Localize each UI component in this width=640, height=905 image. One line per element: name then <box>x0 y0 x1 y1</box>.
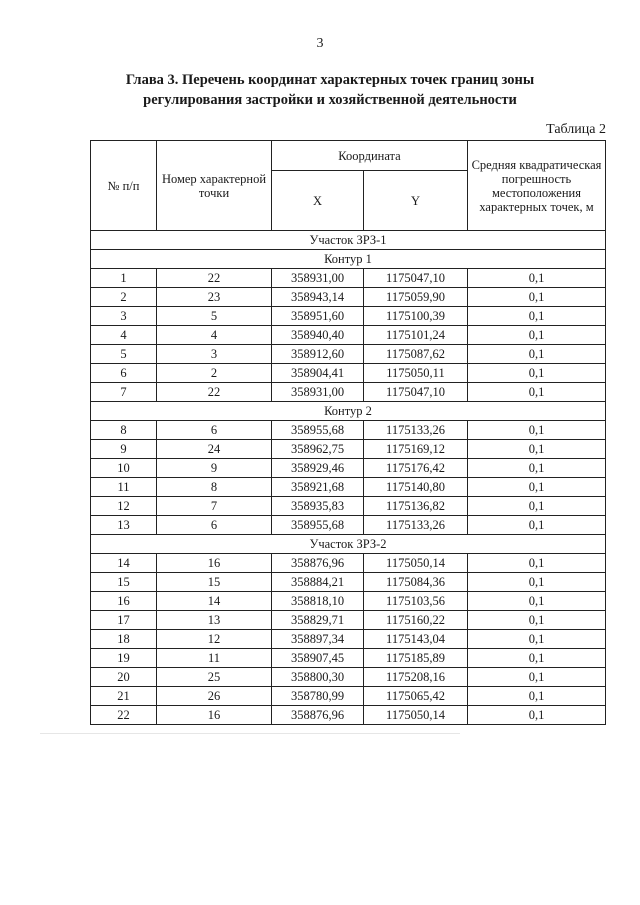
cell-error: 0,1 <box>468 668 606 687</box>
cell-point: 9 <box>157 459 272 478</box>
cell-x: 358943,14 <box>272 288 364 307</box>
cell-y: 1175103,56 <box>364 592 468 611</box>
table-row <box>91 573 606 592</box>
cell-point: 23 <box>157 288 272 307</box>
cell-x: 358912,60 <box>272 345 364 364</box>
cell-error: 0,1 <box>468 383 606 402</box>
cell-y: 1175050,14 <box>364 554 468 573</box>
table-row <box>91 554 606 573</box>
cell-error: 0,1 <box>468 421 606 440</box>
cell-x: 358907,45 <box>272 649 364 668</box>
section-label: Участок ЗРЗ-1 <box>91 231 606 250</box>
cell-y: 1175065,42 <box>364 687 468 706</box>
cell-y: 1175133,26 <box>364 516 468 535</box>
table-header <box>91 141 606 231</box>
cell-y: 1175143,04 <box>364 630 468 649</box>
header-number: № п/п <box>91 141 157 231</box>
table-row <box>91 269 606 288</box>
cell-x: 358962,75 <box>272 440 364 459</box>
cell-x: 358955,68 <box>272 421 364 440</box>
cell-error: 0,1 <box>468 649 606 668</box>
cell-number: 11 <box>91 478 157 497</box>
cell-y: 1175050,11 <box>364 364 468 383</box>
table-row <box>91 630 606 649</box>
cell-y: 1175050,14 <box>364 706 468 725</box>
cell-point: 6 <box>157 421 272 440</box>
cell-point: 22 <box>157 383 272 402</box>
header-error: Средняя квадратическая погрешность местоположения характерных точек, м <box>468 141 606 231</box>
section-row <box>91 231 606 250</box>
table-row <box>91 326 606 345</box>
cell-point: 24 <box>157 440 272 459</box>
cell-error: 0,1 <box>468 364 606 383</box>
cell-point: 5 <box>157 307 272 326</box>
cell-number: 4 <box>91 326 157 345</box>
cell-number: 22 <box>91 706 157 725</box>
section-row <box>91 250 606 269</box>
cell-error: 0,1 <box>468 573 606 592</box>
cell-point: 13 <box>157 611 272 630</box>
cell-y: 1175140,80 <box>364 478 468 497</box>
cell-y: 1175087,62 <box>364 345 468 364</box>
table-row <box>91 288 606 307</box>
cell-y: 1175136,82 <box>364 497 468 516</box>
cell-y: 1175160,22 <box>364 611 468 630</box>
chapter-heading-line-1: Глава 3. Перечень координат характерных точек границ зоны <box>125 72 535 88</box>
table-row <box>91 364 606 383</box>
table-row <box>91 611 606 630</box>
cell-number: 10 <box>91 459 157 478</box>
scan-artifact-line <box>40 733 460 734</box>
table-row <box>91 421 606 440</box>
cell-x: 358935,83 <box>272 497 364 516</box>
cell-y: 1175101,24 <box>364 326 468 345</box>
cell-x: 358929,46 <box>272 459 364 478</box>
cell-number: 21 <box>91 687 157 706</box>
cell-point: 3 <box>157 345 272 364</box>
cell-point: 11 <box>157 649 272 668</box>
cell-y: 1175176,42 <box>364 459 468 478</box>
table-body <box>91 231 606 725</box>
cell-number: 14 <box>91 554 157 573</box>
cell-number: 12 <box>91 497 157 516</box>
table-row <box>91 516 606 535</box>
cell-y: 1175169,12 <box>364 440 468 459</box>
cell-number: 5 <box>91 345 157 364</box>
cell-point: 8 <box>157 478 272 497</box>
header-y: Y <box>364 171 468 231</box>
table-row <box>91 307 606 326</box>
cell-error: 0,1 <box>468 288 606 307</box>
cell-y: 1175185,89 <box>364 649 468 668</box>
cell-point: 15 <box>157 573 272 592</box>
cell-number: 2 <box>91 288 157 307</box>
section-label: Участок ЗРЗ-2 <box>91 535 606 554</box>
cell-x: 358940,40 <box>272 326 364 345</box>
cell-error: 0,1 <box>468 440 606 459</box>
cell-x: 358931,00 <box>272 383 364 402</box>
cell-number: 16 <box>91 592 157 611</box>
table-caption: Таблица 2 <box>546 122 606 137</box>
cell-number: 17 <box>91 611 157 630</box>
chapter-heading-line-2: регулирования застройки и хозяйственной деятельности <box>143 92 517 108</box>
cell-error: 0,1 <box>468 592 606 611</box>
cell-error: 0,1 <box>468 269 606 288</box>
cell-x: 358931,00 <box>272 269 364 288</box>
cell-x: 358829,71 <box>272 611 364 630</box>
section-row <box>91 535 606 554</box>
cell-number: 6 <box>91 364 157 383</box>
cell-x: 358876,96 <box>272 554 364 573</box>
cell-number: 18 <box>91 630 157 649</box>
cell-number: 3 <box>91 307 157 326</box>
table-row <box>91 383 606 402</box>
coordinates-table <box>90 140 606 725</box>
header-row-1 <box>91 141 606 171</box>
cell-y: 1175133,26 <box>364 421 468 440</box>
cell-number: 15 <box>91 573 157 592</box>
cell-x: 358897,34 <box>272 630 364 649</box>
cell-number: 20 <box>91 668 157 687</box>
cell-error: 0,1 <box>468 516 606 535</box>
cell-x: 358955,68 <box>272 516 364 535</box>
cell-point: 2 <box>157 364 272 383</box>
table-row <box>91 687 606 706</box>
cell-error: 0,1 <box>468 687 606 706</box>
table-row <box>91 497 606 516</box>
cell-error: 0,1 <box>468 307 606 326</box>
table-row <box>91 478 606 497</box>
cell-y: 1175084,36 <box>364 573 468 592</box>
cell-x: 358818,10 <box>272 592 364 611</box>
cell-point: 26 <box>157 687 272 706</box>
cell-number: 7 <box>91 383 157 402</box>
table-row <box>91 459 606 478</box>
cell-x: 358800,30 <box>272 668 364 687</box>
cell-point: 22 <box>157 269 272 288</box>
cell-error: 0,1 <box>468 497 606 516</box>
cell-number: 9 <box>91 440 157 459</box>
cell-error: 0,1 <box>468 611 606 630</box>
cell-error: 0,1 <box>468 630 606 649</box>
cell-y: 1175047,10 <box>364 269 468 288</box>
cell-error: 0,1 <box>468 326 606 345</box>
cell-error: 0,1 <box>468 554 606 573</box>
cell-error: 0,1 <box>468 459 606 478</box>
cell-point: 16 <box>157 706 272 725</box>
page-number: 3 <box>316 36 324 51</box>
cell-error: 0,1 <box>468 345 606 364</box>
cell-number: 13 <box>91 516 157 535</box>
table-row <box>91 706 606 725</box>
cell-point: 6 <box>157 516 272 535</box>
cell-number: 8 <box>91 421 157 440</box>
section-label: Контур 1 <box>91 250 606 269</box>
header-coordinate: Координата <box>272 141 468 171</box>
cell-x: 358904,41 <box>272 364 364 383</box>
cell-x: 358951,60 <box>272 307 364 326</box>
table-row <box>91 668 606 687</box>
cell-point: 4 <box>157 326 272 345</box>
cell-error: 0,1 <box>468 706 606 725</box>
cell-y: 1175059,90 <box>364 288 468 307</box>
header-point-number: Номер характерной точки <box>157 141 272 231</box>
cell-number: 1 <box>91 269 157 288</box>
cell-point: 16 <box>157 554 272 573</box>
cell-point: 25 <box>157 668 272 687</box>
cell-error: 0,1 <box>468 478 606 497</box>
cell-x: 358921,68 <box>272 478 364 497</box>
cell-x: 358876,96 <box>272 706 364 725</box>
table-row <box>91 592 606 611</box>
section-row <box>91 402 606 421</box>
table-row <box>91 345 606 364</box>
cell-point: 7 <box>157 497 272 516</box>
cell-x: 358884,21 <box>272 573 364 592</box>
cell-y: 1175047,10 <box>364 383 468 402</box>
cell-x: 358780,99 <box>272 687 364 706</box>
cell-y: 1175100,39 <box>364 307 468 326</box>
cell-point: 12 <box>157 630 272 649</box>
cell-y: 1175208,16 <box>364 668 468 687</box>
section-label: Контур 2 <box>91 402 606 421</box>
table-row <box>91 440 606 459</box>
chapter-heading <box>80 70 580 110</box>
cell-point: 14 <box>157 592 272 611</box>
cell-number: 19 <box>91 649 157 668</box>
header-x: X <box>272 171 364 231</box>
table-row <box>91 649 606 668</box>
